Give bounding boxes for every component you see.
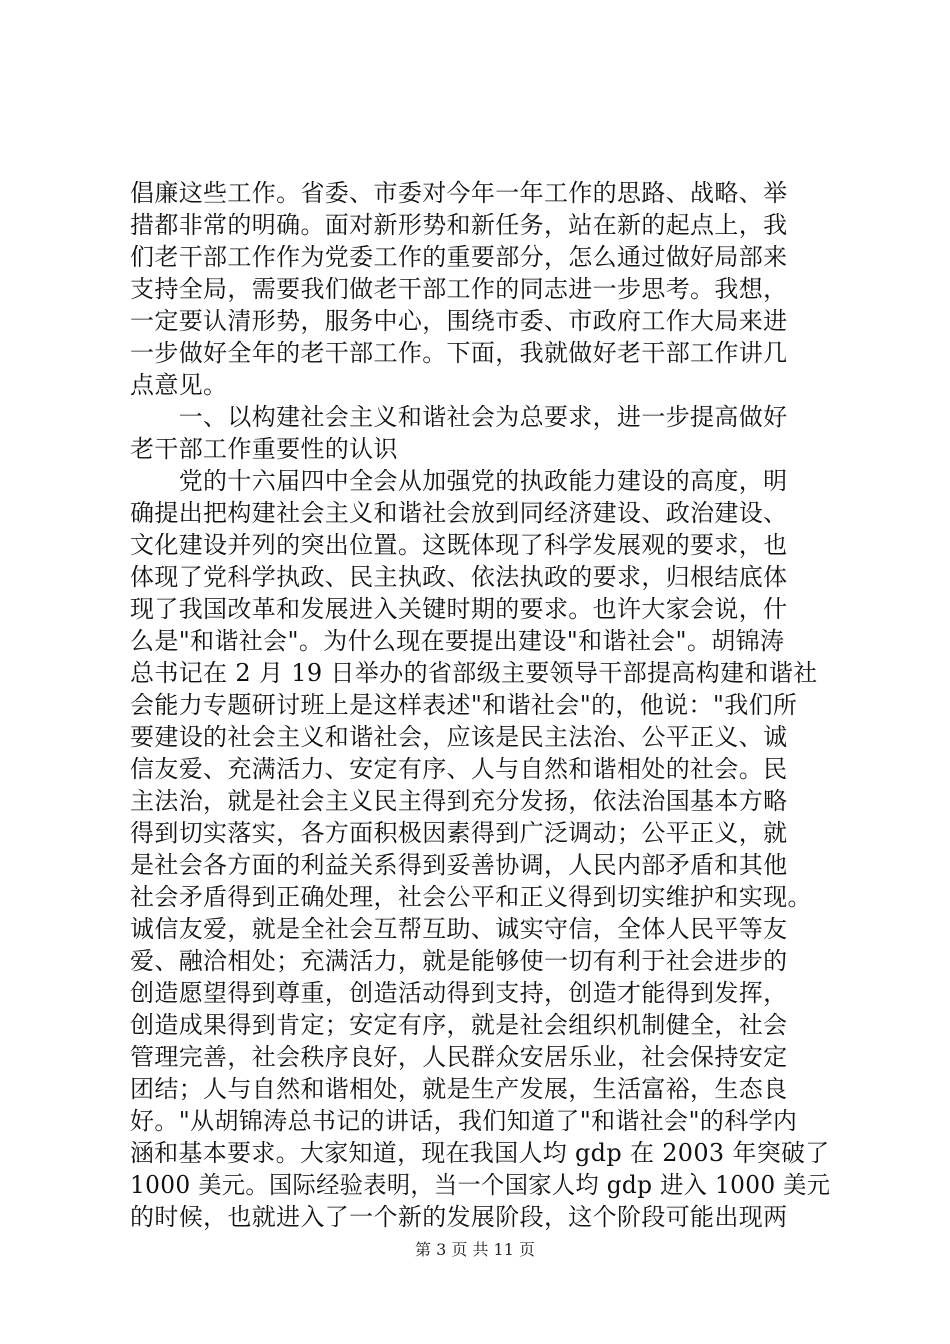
text-line: 社会矛盾得到正确处理，社会公平和正义得到切实维护和实现。 xyxy=(130,883,812,911)
text-line: 确提出把构建社会主义和谐社会放到同经济建设、政治建设、 xyxy=(130,499,788,527)
body-text xyxy=(130,177,830,1233)
text-line: 党的十六届四中全会从加强党的执政能力建设的高度，明 xyxy=(130,467,788,495)
text-line: 好。"从胡锦涛总书记的讲话，我们知道了"和谐社会"的科学内 xyxy=(130,1107,798,1135)
text-line: 么是"和谐社会"。为什么现在要提出建设"和谐社会"。胡锦涛 xyxy=(130,627,785,655)
text-line: 的时候，也就进入了一个新的发展阶段，这个阶段可能出现两 xyxy=(130,1203,788,1231)
text-line: 涵和基本要求。大家知道，现在我国人均 gdp 在 2003 年突破了 xyxy=(130,1139,830,1167)
text-line: 是社会各方面的利益关系得到妥善协调，人民内部矛盾和其他 xyxy=(130,851,788,879)
text-line: 得到切实落实，各方面积极因素得到广泛调动；公平正义，就 xyxy=(130,819,788,847)
text-line: 文化建设并列的突出位置。这既体现了科学发展观的要求，也 xyxy=(130,531,788,559)
text-line: 创造愿望得到尊重，创造活动得到支持，创造才能得到发挥， xyxy=(130,979,788,1007)
text-line: 总书记在 2 月 19 日举办的省部级主要领导干部提高构建和谐社 xyxy=(130,659,818,687)
text-line: 诚信友爱，就是全社会互帮互助、诚实守信，全体人民平等友 xyxy=(130,915,788,943)
text-line: 支持全局，需要我们做老干部工作的同志进一步思考。我想， xyxy=(130,275,788,303)
text-line: 一、以构建社会主义和谐社会为总要求，进一步提高做好 xyxy=(130,403,788,431)
text-line: 创造成果得到肯定；安定有序，就是社会组织机制健全，社会 xyxy=(130,1011,788,1039)
page-footer: 第 3 页 共 11 页 xyxy=(415,1240,535,1259)
text-line: 团结；人与自然和谐相处，就是生产发展，生活富裕，生态良 xyxy=(130,1075,788,1103)
text-line: 1000 美元。国际经验表明，当一个国家人均 gdp 进入 1000 美元 xyxy=(130,1171,830,1199)
text-line: 信友爱、充满活力、安定有序、人与自然和谐相处的社会。民 xyxy=(130,755,788,783)
text-line: 要建设的社会主义和谐社会，应该是民主法治、公平正义、诚 xyxy=(130,723,788,751)
text-line: 管理完善，社会秩序良好，人民群众安居乐业，社会保持安定 xyxy=(130,1043,788,1071)
text-line: 一步做好全年的老干部工作。下面，我就做好老干部工作讲几 xyxy=(130,339,788,367)
text-line: 会能力专题研讨班上是这样表述"和谐社会"的，他说："我们所 xyxy=(130,691,798,719)
text-line: 现了我国改革和发展进入关键时期的要求。也许大家会说，什 xyxy=(130,595,788,623)
text-line: 倡廉这些工作。省委、市委对今年一年工作的思路、战略、举 xyxy=(130,179,788,207)
text-line: 措都非常的明确。面对新形势和新任务，站在新的起点上，我 xyxy=(130,211,788,239)
text-line: 一定要认清形势，服务中心，围绕市委、市政府工作大局来进 xyxy=(130,307,788,335)
text-line: 主法治，就是社会主义民主得到充分发扬，依法治国基本方略 xyxy=(130,787,788,815)
text-line: 爱、融洽相处；充满活力，就是能够使一切有利于社会进步的 xyxy=(130,947,788,975)
text-line: 体现了党科学执政、民主执政、依法执政的要求，归根结底体 xyxy=(130,563,788,591)
text-line: 老干部工作重要性的认识 xyxy=(130,435,398,463)
text-line: 们老干部工作作为党委工作的重要部分，怎么通过做好局部来 xyxy=(130,243,788,271)
text-line: 点意见。 xyxy=(130,371,228,399)
